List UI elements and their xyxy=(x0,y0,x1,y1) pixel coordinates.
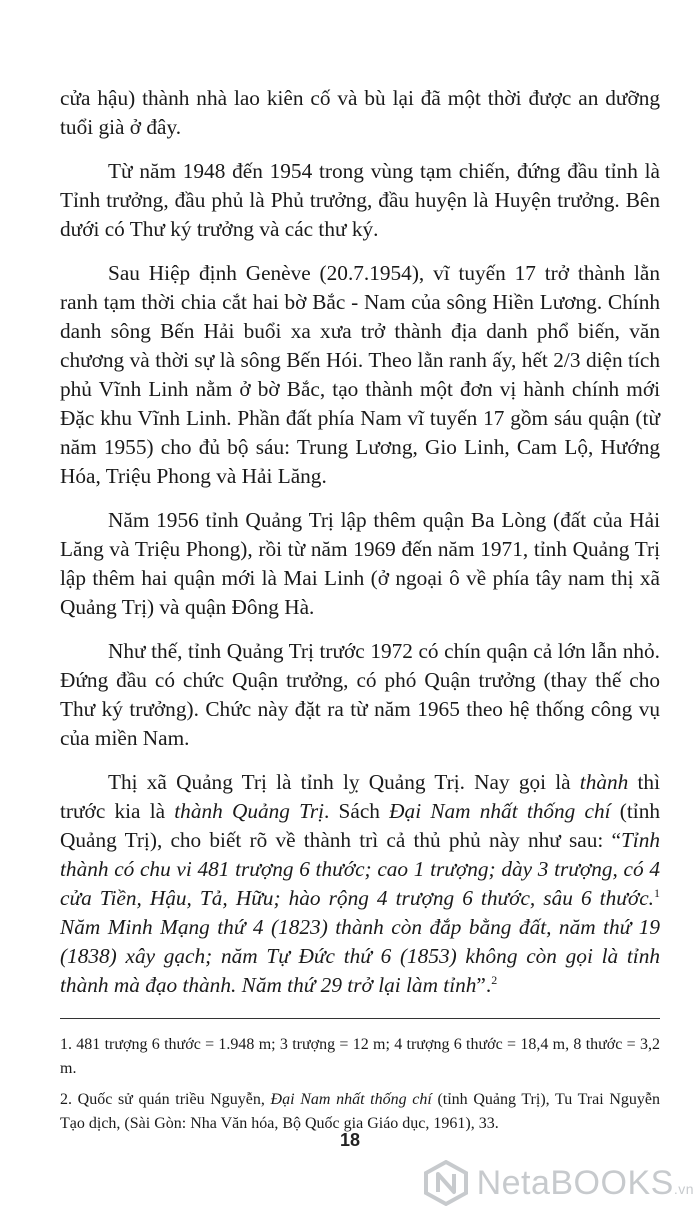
text-run: Như thế, tỉnh Quảng Trị trước 1972 có chín quận cả lớn lẫn nhỏ. Đứng đầu có chức Quận trưởng, có phó Quận trưởng (thay thế cho Thư ký trưởng). Chức này đặt ra từ năm 1965 theo hệ thống công vụ của miền Nam. xyxy=(60,639,660,750)
text-run: (tỉnh Quảng Trị), Tu Trai Nguyễn Tạo dịch, (Sài Gòn: Nha Văn hóa, Bộ Quốc gia Giáo dục, 1961), 33. xyxy=(60,1091,660,1132)
paragraph-6 xyxy=(60,768,660,1000)
text-run: Năm Minh Mạng thứ 4 (1823) thành còn đắp bằng đất, năm thứ 19 (1838) xây gạch; năm Tự Đức thứ 6 (1853) không còn gọi là tỉnh thành mà đạo thành. Năm thứ 29 trở lại làm tỉnh xyxy=(60,915,660,997)
page-number: 18 xyxy=(339,1130,361,1150)
footnote-2 xyxy=(60,1088,660,1136)
watermark-brand: NetaBOOKS xyxy=(476,1163,674,1202)
paragraph-4 xyxy=(60,506,660,622)
paragraph-1 xyxy=(60,84,660,142)
footnotes xyxy=(60,1033,660,1136)
paragraph-5 xyxy=(60,637,660,753)
text-run: thì trước kia là xyxy=(60,770,660,823)
footnote-1 xyxy=(60,1033,660,1081)
watermark-suffix: .vn xyxy=(673,1180,694,1197)
page-body xyxy=(60,84,660,1143)
text-run: 2. Quốc sử quán triều Nguyễn, xyxy=(60,1091,271,1108)
body-text xyxy=(60,84,660,1000)
paragraph-2 xyxy=(60,157,660,244)
text-run: ”. xyxy=(476,973,492,997)
watermark xyxy=(423,1158,694,1208)
text-run: Sau Hiệp định Genève (20.7.1954), vĩ tuyến 17 trở thành lằn ranh tạm thời chia cắt hai bờ Bắc - Nam của sông Hiền Lương. Chính danh sông Bến Hải buổi xa xưa trở thành địa danh phổ biến, văn chương và thời sự là sông Bến Hói. Theo lằn ranh ấy, hết 2/3 diện tích phủ Vĩnh Linh nằm ở bờ Bắc, tạo thành một đơn vị hành chính mới Đặc khu Vĩnh Linh. Phần đất phía Nam vĩ tuyến 17 gồm sáu quận (từ năm 1955) cho đủ bộ sáu: Trung Lương, Gio Linh, Cam Lộ, Hướng Hóa, Triệu Phong và Hải Lăng. xyxy=(60,261,660,488)
text-run: . Sách xyxy=(324,799,390,823)
text-run: thành Quảng Trị xyxy=(174,799,325,823)
text-run: thành xyxy=(579,770,629,794)
text-run: cửa hậu) thành nhà lao kiên cố và bù lại đã một thời được an dưỡng tuổi già ở đây. xyxy=(60,86,660,139)
text-run: Năm 1956 tỉnh Quảng Trị lập thêm quận Ba Lòng (đất của Hải Lăng và Triệu Phong), rồi từ năm 1969 đến năm 1971, tỉnh Quảng Trị lập thêm hai quận mới là Mai Linh (ở ngoại ô về phía tây nam thị xã Quảng Trị) và quận Đông Hà. xyxy=(60,508,660,619)
text-run: Đại Nam nhất thống chí xyxy=(389,799,611,823)
text-run: 1 xyxy=(654,885,660,900)
watermark-text xyxy=(477,1164,694,1203)
text-run: Đại Nam nhất thống chí xyxy=(270,1091,432,1108)
footnote-divider xyxy=(60,1018,660,1019)
text-run: Tỉnh thành có chu vi 481 trượng 6 thước; cao 1 trượng; dày 3 trượng, có 4 cửa Tiền, Hậu, Tả, Hữu; hào rộng 4 trượng 6 thước, sâu 6 thước. xyxy=(60,828,660,910)
text-run: (tỉnh Quảng Trị), cho biết rõ về thành trì cả thủ phủ này như sau: “ xyxy=(60,799,660,852)
text-run: Thị xã Quảng Trị là tỉnh lỵ Quảng Trị. Nay gọi là xyxy=(108,770,580,794)
text-run: Từ năm 1948 đến 1954 trong vùng tạm chiến, đứng đầu tỉnh là Tỉnh trưởng, đầu phủ là Phủ trưởng, đầu huyện là Huyện trưởng. Bên dưới có Thư ký trưởng và các thư ký. xyxy=(60,159,660,241)
text-run: 2 xyxy=(491,972,498,987)
text-run: 1. 481 trượng 6 thước = 1.948 m; 3 trượng = 12 m; 4 trượng 6 thước = 18,4 m, 8 thước = 3,2 m. xyxy=(60,1036,660,1077)
netabooks-logo-icon xyxy=(423,1160,469,1206)
paragraph-3 xyxy=(60,259,660,491)
